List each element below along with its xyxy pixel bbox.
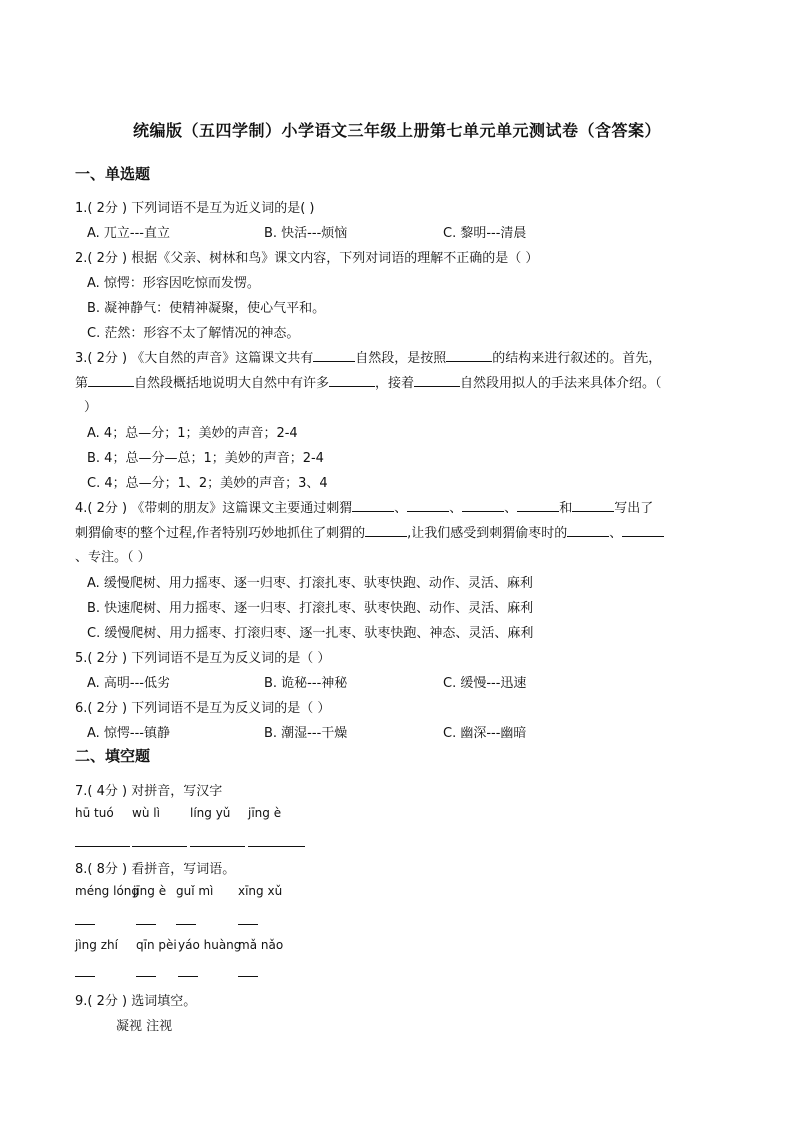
q1-option-b: B. 快活---烦恼 [264,226,348,241]
q3-blank[interactable] [329,374,375,387]
q3-stem-line2 [75,372,662,391]
q8-answer-line[interactable] [238,976,258,977]
q6-option-c: C. 幽深---幽暗 [443,726,527,741]
q6-stem: 6.( 2分 ) 下列词语不是互为反义词的是（ ） [75,701,331,716]
q7-pinyin: jīng è [248,806,282,820]
q5-option-b: B. 诡秘---神秘 [264,676,348,691]
q5-option-a: A. 高明---低劣 [87,676,171,691]
q4-text: 刺猬偷枣的整个过程,作者特别巧妙地抓住了刺猬的 [75,526,366,541]
q3-blank[interactable] [313,349,355,362]
q1-option-a: A. 兀立---直立 [87,226,171,241]
q7-answer-line[interactable] [248,846,305,847]
q4-blank[interactable] [567,524,609,537]
q3-text: 的结构来进行叙述的。首先， [492,351,662,366]
q3-blank[interactable] [414,374,460,387]
section-fill-blank: 二、填空题 [75,747,151,765]
q8-answer-line[interactable] [75,976,95,977]
q7-answer-line[interactable] [132,846,187,847]
q3-blank[interactable] [446,349,492,362]
q8-pinyin: mǎ nǎo [238,938,284,952]
q4-blank[interactable] [462,499,504,512]
q8-pinyin: méng lóng [75,884,140,898]
q1-option-c: C. 黎明---清晨 [443,226,527,241]
q7-answer-line[interactable] [190,846,245,847]
q3-stem-line1 [75,347,661,366]
q8-pinyin: xīng xǔ [238,884,283,898]
document-title: 统编版（五四学制）小学语文三年级上册第七单元单元测试卷（含答案） [132,121,661,140]
q1-stem: 1.( 2分 ) 下列词语不是互为近义词的是( ) [75,201,315,216]
q4-option-a: A. 缓慢爬树、用力摇枣、逐一归枣、打滚扎枣、驮枣快跑、动作、灵活、麻利 [87,576,533,591]
q4-blank[interactable] [572,499,614,512]
q4-text: 4.( 2分 ) 《带刺的朋友》这篇课文主要通过刺猬 [75,501,353,516]
q2-stem: 2.( 2分 ) 根据《父亲、树林和鸟》课文内容，下列对词语的理解不正确的是（ ） [75,251,539,266]
q3-option-b: B. 4；总—分—总；1；美妙的声音；2-4 [87,451,324,466]
q7-answer-line[interactable] [75,846,130,847]
q8-answer-line[interactable] [178,976,198,977]
q4-option-c: C. 缓慢爬树、用力摇枣、打滚归枣、逐一扎枣、驮枣快跑、神态、灵活、麻利 [87,626,534,641]
q7-pinyin: hū tuó [75,806,114,820]
q2-option-c: C. 茫然：形容不太了解情况的神态。 [87,326,300,341]
q4-text: 、 [504,501,518,516]
q7-pinyin: líng yǔ [190,806,231,820]
q5-stem: 5.( 2分 ) 下列词语不是互为反义词的是（ ） [75,651,331,666]
q4-text: 写出了 [614,501,654,516]
q9-stem: 9.( 2分 ) 选词填空。 [75,994,197,1009]
q6-option-b: B. 潮湿---干燥 [264,726,348,741]
q7-stem: 7.( 4分 ) 对拼音，写汉字 [75,784,223,799]
q3-blank[interactable] [88,374,134,387]
q3-stem-line3: ） [84,400,98,415]
q4-text: 和 [559,501,573,516]
q8-pinyin: qīn pèi [136,938,177,952]
q6-option-a: A. 惊愕---镇静 [87,726,171,741]
q9-word-choices: 凝视 注视 [116,1019,173,1034]
q3-text: 第 [75,376,89,391]
q4-stem-line2 [75,522,664,541]
q7-pinyin: wù lì [132,806,160,820]
q2-option-a: A. 惊愕：形容因吃惊而发愣。 [87,276,260,291]
q4-blank[interactable] [352,499,394,512]
q3-option-c: C. 4；总—分；1、2；美妙的声音；3、4 [87,476,328,491]
q8-answer-line[interactable] [136,976,156,977]
q8-pinyin: jīng è [133,884,167,898]
q4-option-b: B. 快速爬树、用力摇枣、逐一归枣、打滚扎枣、驮枣快跑、动作、灵活、麻利 [87,601,534,616]
q8-answer-line[interactable] [136,924,156,925]
q8-pinyin: jìng zhí [75,938,118,952]
q4-text: ,让我们感受到刺猬偷枣时的 [407,526,568,541]
q4-stem-line1 [75,497,653,516]
q3-text: 自然段，是按照 [355,351,447,366]
q4-text: 、 [449,501,463,516]
q4-blank[interactable] [407,499,449,512]
q4-text: 、 [609,526,623,541]
q8-pinyin: yáo huàng [178,938,242,952]
q3-text: 自然段用拟人的手法来具体介绍。（ [460,376,662,391]
q5-option-c: C. 缓慢---迅速 [443,676,527,691]
q4-blank[interactable] [517,499,559,512]
q8-answer-line[interactable] [238,924,258,925]
q3-text: ，接着 [375,376,415,391]
q3-option-a: A. 4；总—分；1；美妙的声音；2-4 [87,426,298,441]
q3-text: 自然段概括地说明大自然中有许多 [134,376,330,391]
q4-blank[interactable] [622,524,664,537]
section-single-choice: 一、单选题 [75,165,151,183]
q8-pinyin: guǐ mì [176,884,214,898]
q4-stem-line3: 、专注。（ ） [75,550,151,565]
q4-text: 、 [394,501,408,516]
q8-answer-line[interactable] [75,924,95,925]
q3-text: 3.( 2分 ) 《大自然的声音》这篇课文共有 [75,351,314,366]
q2-option-b: B. 凝神静气：使精神凝聚，使心气平和。 [87,301,326,316]
q4-blank[interactable] [365,524,407,537]
q8-answer-line[interactable] [176,924,196,925]
q8-stem: 8.( 8分 ) 看拼音，写词语。 [75,862,236,877]
